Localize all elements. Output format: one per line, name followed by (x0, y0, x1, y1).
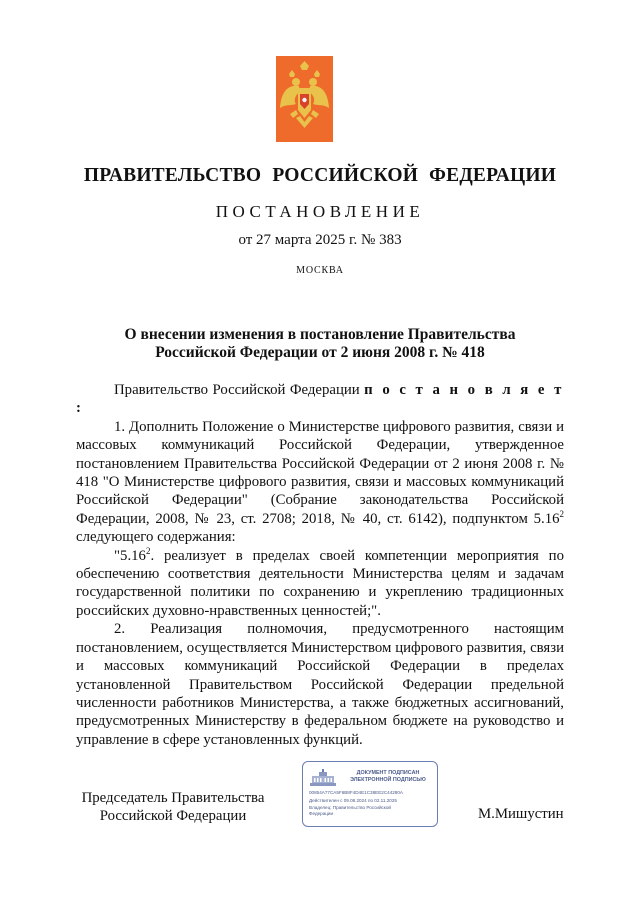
signatory-name: М.Мишустин (478, 806, 564, 822)
stamp-owner-2: Федерации (309, 811, 334, 816)
paragraph-1-tail: следующего содержания: (76, 529, 236, 546)
paragraph-1 (76, 418, 564, 547)
subject-line-2: Российской Федерации от 2 июня 2008 г. № 418 (155, 344, 485, 361)
document-subject (0, 326, 640, 362)
intro-verb: п о с т а н о в л я е т : (76, 382, 564, 417)
stamp-title-line-1: ДОКУМЕНТ ПОДПИСАН (356, 770, 420, 776)
electronic-signature-stamp (302, 761, 438, 827)
intro-prefix: Правительство Российской Федерации (114, 382, 365, 398)
intro-paragraph (76, 381, 564, 418)
position-line-1: Председатель Правительства (81, 790, 265, 806)
position-line-2: Российской Федерации (99, 808, 247, 824)
signatory-position (78, 789, 268, 825)
document-date-number: от 27 марта 2025 г. № 383 (238, 232, 402, 248)
quote-sup: 2 (145, 545, 151, 556)
government-building-icon (309, 769, 337, 787)
document-body (76, 381, 564, 749)
paragraph-1-text: 1. Дополнить Положение о Министерстве цифрового развития, связи и массовых коммуникаций Российской Федерации, утвержденное постановлением Правительства Российской Федерации от 2 июня 2008 г. № 418 "О Министерстве цифрового развития, связи и массовых коммуникаций Российской Федерации" (Собрание законодательства Российской Федерации, 2008, № 23, ст. 2708; 2018, № 40, ст. 6142), подпунктом 5.16 (76, 418, 564, 527)
quote-start: "5.16 (114, 547, 146, 564)
stamp-validity: Действителен с 09.08.2024 по 02.11.2025 (309, 798, 397, 803)
paragraph-2: 2. Реализация полномочия, предусмотренного настоящим постановлением, осуществляется Министерством цифрового развития, связи и массовых коммуникаций Российской Федерации в пределах установленной Правительством Российской Федерации предельной численности работников Министерства, а также бюджетных ассигнований, предусмотренных Министерству в федеральном бюджете на руководство и управление в сфере установленных функций. (76, 621, 564, 748)
stamp-title (341, 770, 435, 784)
document-type: ПОСТАНОВЛЕНИЕ (215, 202, 425, 221)
quoted-subparagraph (76, 547, 564, 621)
quote-text: . реализует в пределах своей компетенции мероприятия по обеспечению соответствия деятельности Министерства целям и задачам государственной политики по сохранению и укреплению традиционных российских духовно-нравственных ценностей;". (76, 547, 564, 619)
government-title: ПРАВИТЕЛЬСТВО РОССИЙСКОЙ ФЕДЕРАЦИИ (83, 165, 557, 186)
paragraph-1-sup: 2 (559, 508, 564, 519)
stamp-owner-1: Владелец: Правительство Российской (309, 805, 391, 810)
document-place: МОСКВА (296, 265, 344, 276)
stamp-serial: 00854A77CA5F6B8F4D4E1C38EE2C44280A (309, 790, 403, 795)
coat-of-arms-icon (276, 56, 333, 142)
stamp-title-line-2: ЭЛЕКТРОННОЙ ПОДПИСЬЮ (350, 777, 426, 783)
subject-line-1: О внесении изменения в постановление Правительства (124, 326, 516, 343)
